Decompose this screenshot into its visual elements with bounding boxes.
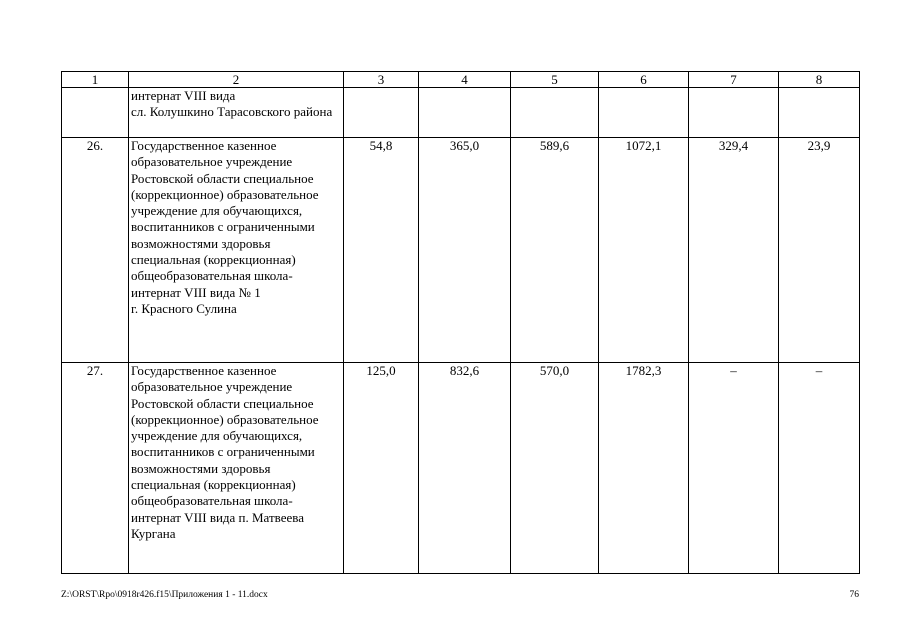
value-cell: 125,0 bbox=[344, 363, 419, 574]
row-number-cell: 26. bbox=[62, 138, 129, 363]
value-cell: 54,8 bbox=[344, 138, 419, 363]
value-cell: – bbox=[779, 363, 860, 574]
value-cell: 570,0 bbox=[511, 363, 599, 574]
table-row bbox=[62, 88, 860, 138]
institution-name-cell: Государственное казенное образовательное учреждение Ростовской области специальное (коррекционное) образовательное учреждение для обучающихся, воспитанников с ограниченными возможностями здоровья специальная (коррекционная) общеобразовательная школа-интернат VIII вида п. Матвеева Кургана bbox=[129, 363, 344, 574]
page-number: 76 bbox=[849, 590, 859, 600]
value-cell: – bbox=[689, 363, 779, 574]
table-row bbox=[62, 138, 860, 363]
column-header: 6 bbox=[599, 72, 689, 88]
table-header-row bbox=[62, 72, 860, 88]
row-number-cell bbox=[62, 88, 129, 138]
value-cell bbox=[599, 88, 689, 138]
data-table bbox=[61, 71, 860, 574]
value-cell bbox=[689, 88, 779, 138]
column-header: 5 bbox=[511, 72, 599, 88]
institution-name-cell: интернат VIII вида сл. Колушкино Тарасовского района bbox=[129, 88, 344, 138]
column-header: 4 bbox=[419, 72, 511, 88]
value-cell: 589,6 bbox=[511, 138, 599, 363]
value-cell bbox=[344, 88, 419, 138]
value-cell: 1072,1 bbox=[599, 138, 689, 363]
value-cell: 1782,3 bbox=[599, 363, 689, 574]
column-header: 8 bbox=[779, 72, 860, 88]
column-header: 3 bbox=[344, 72, 419, 88]
column-header: 2 bbox=[129, 72, 344, 88]
value-cell: 365,0 bbox=[419, 138, 511, 363]
table-row bbox=[62, 363, 860, 574]
value-cell: 23,9 bbox=[779, 138, 860, 363]
column-header: 1 bbox=[62, 72, 129, 88]
value-cell bbox=[511, 88, 599, 138]
value-cell: 329,4 bbox=[689, 138, 779, 363]
column-header: 7 bbox=[689, 72, 779, 88]
value-cell bbox=[779, 88, 860, 138]
value-cell bbox=[419, 88, 511, 138]
value-cell: 832,6 bbox=[419, 363, 511, 574]
row-number-cell: 27. bbox=[62, 363, 129, 574]
institution-name-cell: Государственное казенное образовательное учреждение Ростовской области специальное (коррекционное) образовательное учреждение для обучающихся, воспитанников с ограниченными возможностями здоровья специальная (коррекционная) общеобразовательная школа-интернат VIII вида № 1 г. Красного Сулина bbox=[129, 138, 344, 363]
file-path: Z:\ORST\Rpo\0918r426.f15\Приложения 1 - 11.docx bbox=[61, 590, 268, 600]
